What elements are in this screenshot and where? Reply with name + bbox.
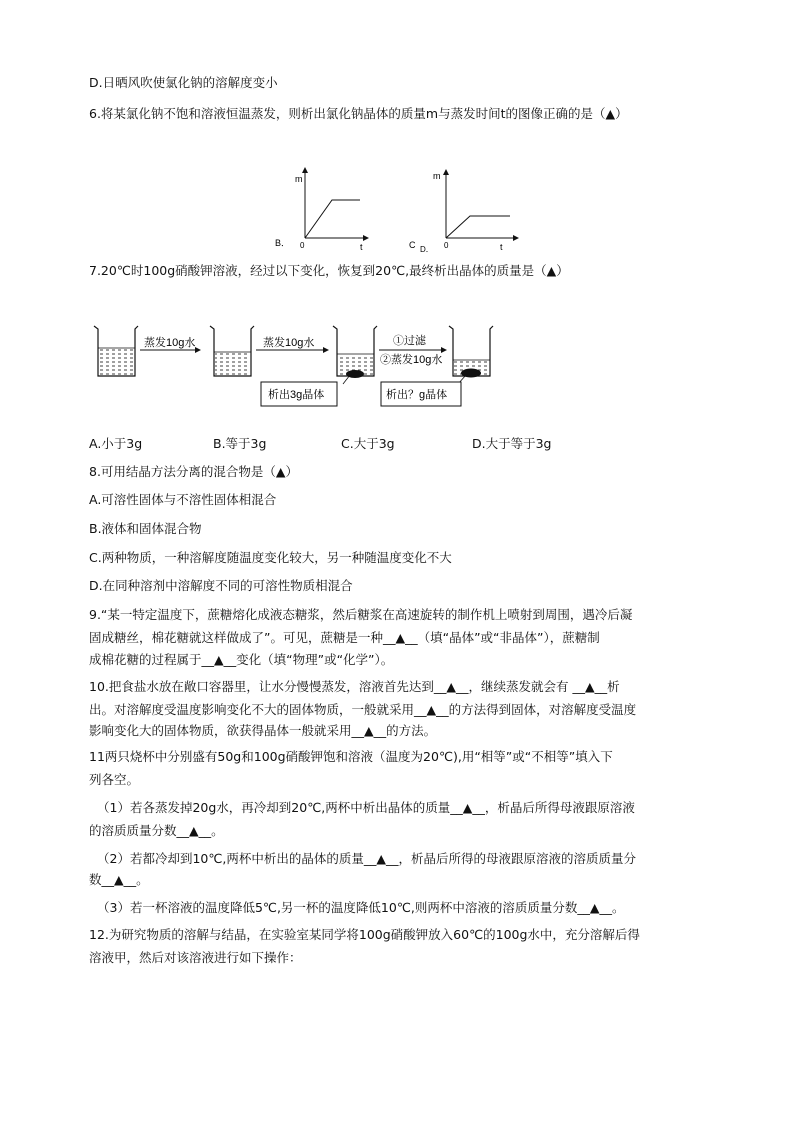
beaker-1 [94,326,138,376]
question-11-part-1-cont: 的溶质质量分数__▲__。 [89,823,224,838]
question-12-line-1: 12.为研究物质的溶解与结晶，在实验室某同学将100g硝酸钾放入60℃的100g水中，充分溶解后得 [89,927,640,942]
callout-1-text: 析出3g晶体 [268,389,325,401]
axis-t-d: t [500,242,503,252]
option-a-q8: A.可溶性固体与不溶性固体相混合 [89,492,277,507]
question-6: 6.将某氯化钠不饱和溶液恒温蒸发，则析出氯化钠晶体的质量m与蒸发时间t的图像正确的是（▲） [89,106,628,121]
graph-b [275,168,368,252]
question-11-part-2: （2）若都冷却到10℃,两杯中析出的晶体的质量__▲__，析晶后所得的母液跟原溶液的溶质质量分 [97,851,636,866]
step-3b-label: ②蒸发10g水 [380,354,443,366]
option-d-q7: D.大于等于3g [472,436,552,451]
graph-d-label: D． [420,245,434,254]
question-8: 8.可用结晶方法分离的混合物是（▲） [89,464,299,479]
axis-m-d: m [433,171,441,181]
origin-d: 0 [444,241,449,250]
question-11-part-2-cont: 数__▲__。 [89,872,149,887]
beaker-2 [210,326,254,376]
option-b-q8: B.液体和固体混合物 [89,521,202,536]
option-d-q8: D.在同种溶剂中溶解度不同的可溶性物质相混合 [89,578,353,593]
question-11-part-1: （1）若各蒸发掉20g水，再冷却到20℃,两杯中析出晶体的质量__▲__，析晶后所得母液跟原溶液 [97,800,635,815]
question-11-line-2: 列各空。 [89,772,140,787]
question-10-line-3: 影响变化大的固体物质，欲获得晶体一般就采用__▲__的方法。 [89,723,437,738]
option-c-q7: C.大于3g [341,436,395,451]
question-11-part-3: （3）若一杯溶液的温度降低5℃,另一杯的温度降低10℃,则两杯中溶液的溶质质量分数__▲__。 [97,900,625,915]
question-9-line-3: 成棉花糖的过程属于__▲__变化（填“物理”或“化学”）。 [89,652,394,667]
crystal-2 [461,369,481,378]
step-3a-label: ①过滤 [393,335,426,347]
origin-b: 0 [300,241,305,250]
question-12-line-2: 溶液甲，然后对该溶液进行如下操作： [89,950,302,965]
step-2-label: 蒸发10g水 [263,337,315,349]
graph-d [409,170,518,254]
beaker-4 [449,326,493,378]
axis-m-b: m [295,174,303,184]
option-c-q8: C.两种物质，一种溶解度随温度变化较大，另一种随温度变化不大 [89,550,452,565]
question-7: 7.20℃时100g硝酸钾溶液，经过以下变化，恢复到20℃,最终析出晶体的质量是（▲） [89,263,569,278]
axis-t-b: t [360,242,363,252]
option-d-q5: D.日晒风吹使氯化钠的溶解度变小 [89,75,278,90]
question-9-line-2: 固成糖丝，棉花糖就这样做成了”。可见，蔗糖是一种__▲__（填“晶体”或“非晶体”），蔗糖制 [89,630,600,645]
question-10-line-2: 出。对溶解度受温度影响变化不大的固体物质，一般就采用__▲__的方法得到固体，对溶解度受温度 [89,702,637,717]
question-10-line-1: 10.把食盐水放在敞口容器里，让水分慢慢蒸发，溶液首先达到__▲__，继续蒸发就会有 __▲__析 [89,679,620,694]
question-11-line-1: 11两只烧杯中分别盛有50g和100g硝酸钾饱和溶液（温度为20℃),用“相等”或“不相等”填入下 [89,749,613,764]
graph-c-label: C [409,240,416,250]
evaporation-diagram [88,320,528,416]
callout-2-text: 析出？g晶体 [386,389,448,401]
option-b-q7: B.等于3g [213,436,267,451]
step-1-label: 蒸发10g水 [144,337,196,349]
option-a-q7: A.小于3g [89,436,143,451]
graph-options-q6 [260,160,550,260]
question-9-line-1: 9.“某一特定温度下，蔗糖熔化成液态糖浆，然后糖浆在高速旋转的制作机上喷射到周围，遇冷后凝 [89,607,633,622]
beaker-3 [333,326,377,378]
graph-b-label: B． [275,238,291,248]
